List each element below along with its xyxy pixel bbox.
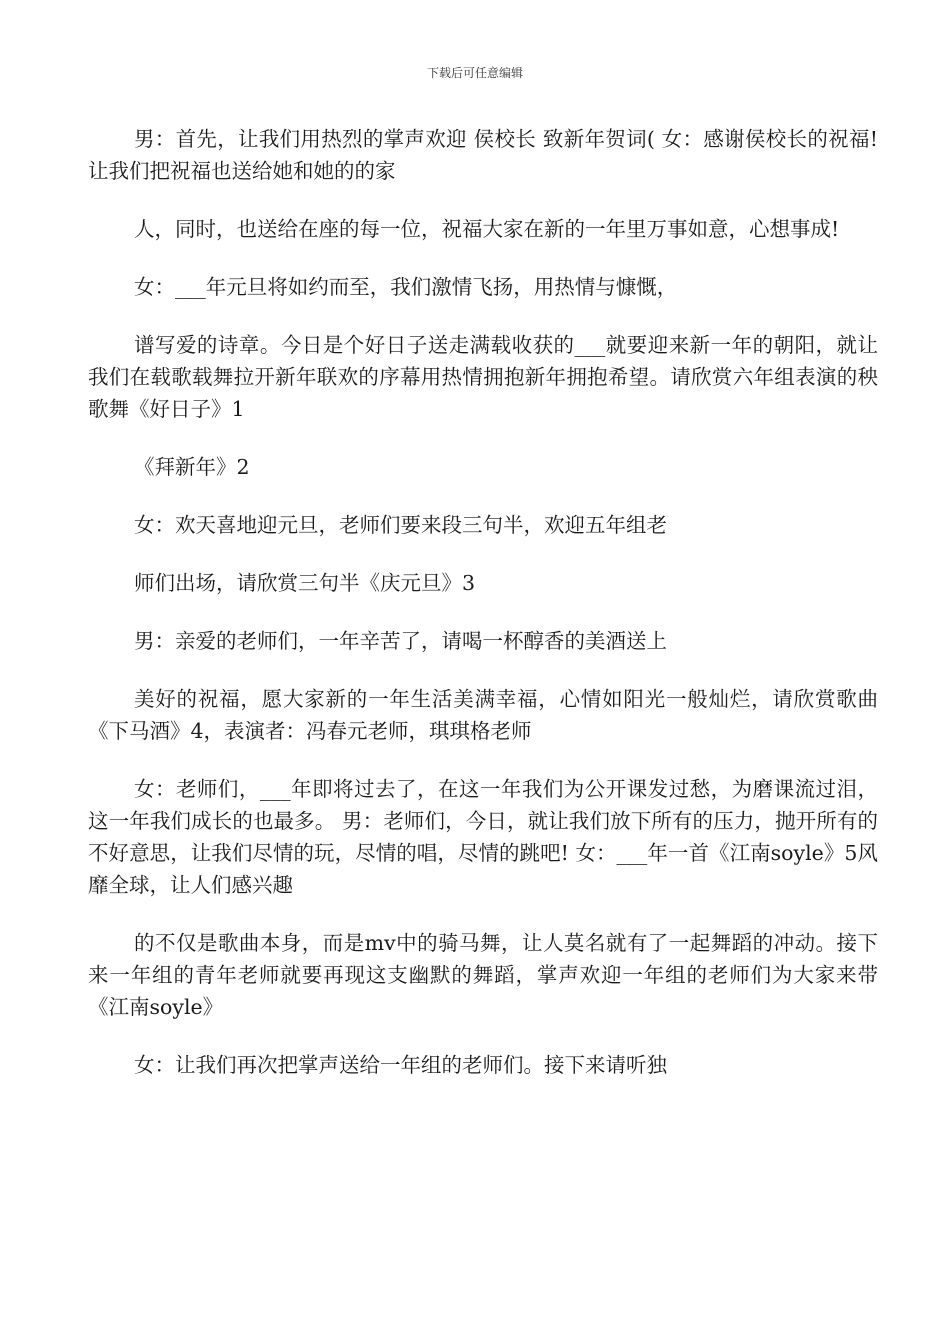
paragraph-11: 的不仅是歌曲本身，而是mv中的骑马舞，让人莫名就有了一起舞蹈的冲动。接下来一年组的青年老师就要再现这支幽默的舞蹈，掌声欢迎一年组的老师们为大家来带《江南soyle》 <box>88 931 878 1019</box>
paragraph-5: 《拜新年》2 <box>134 455 250 479</box>
paragraph-10: 女：老师们，___年即将过去了，在这一年我们为公开课发过愁，为磨课流过泪，这一年我们成长的也最多。 男：老师们，今日，就让我们放下所有的压力，抛开所有的不好意思，让我们尽情的玩，尽情的唱，尽情的跳吧! 女：___年一首《江南soyle》5风靡全球，让人们感兴趣 <box>88 777 878 897</box>
paragraph-6: 女：欢天喜地迎元旦，老师们要来段三句半，欢迎五年组老 <box>134 513 667 537</box>
document-body <box>88 123 878 1107</box>
paragraph-7: 师们出场，请欣赏三句半《庆元旦》3 <box>134 571 476 595</box>
paragraph-2: 人，同时，也送给在座的每一位，祝福大家在新的一年里万事如意，心想事成! <box>134 217 840 241</box>
paragraph-9: 美好的祝福，愿大家新的一年生活美满幸福，心情如阳光一般灿烂，请欣赏歌曲《下马酒》4，表演者：冯春元老师，琪琪格老师 <box>88 687 878 743</box>
page-header: 下载后可任意编辑 <box>426 66 523 80</box>
paragraph-8: 男：亲爱的老师们，一年辛苦了，请喝一杯醇香的美酒送上 <box>134 629 667 653</box>
paragraph-1: 男：首先，让我们用热烈的掌声欢迎 侯校长 致新年贺词( 女：感谢侯校长的祝福!让我们把祝福也送给她和她的的家 <box>88 127 878 183</box>
paragraph-3: 女：___年元旦将如约而至，我们激情飞扬，用热情与慷慨， <box>134 275 678 299</box>
paragraph-4: 谱写爱的诗章。今日是个好日子送走满载收获的___就要迎来新一年的朝阳，就让我们在载歌载舞拉开新年联欢的序幕用热情拥抱新年拥抱希望。请欣赏六年组表演的秧歌舞《好日子》1 <box>88 333 878 421</box>
paragraph-12: 女：让我们再次把掌声送给一年组的老师们。接下来请听独 <box>134 1053 667 1077</box>
